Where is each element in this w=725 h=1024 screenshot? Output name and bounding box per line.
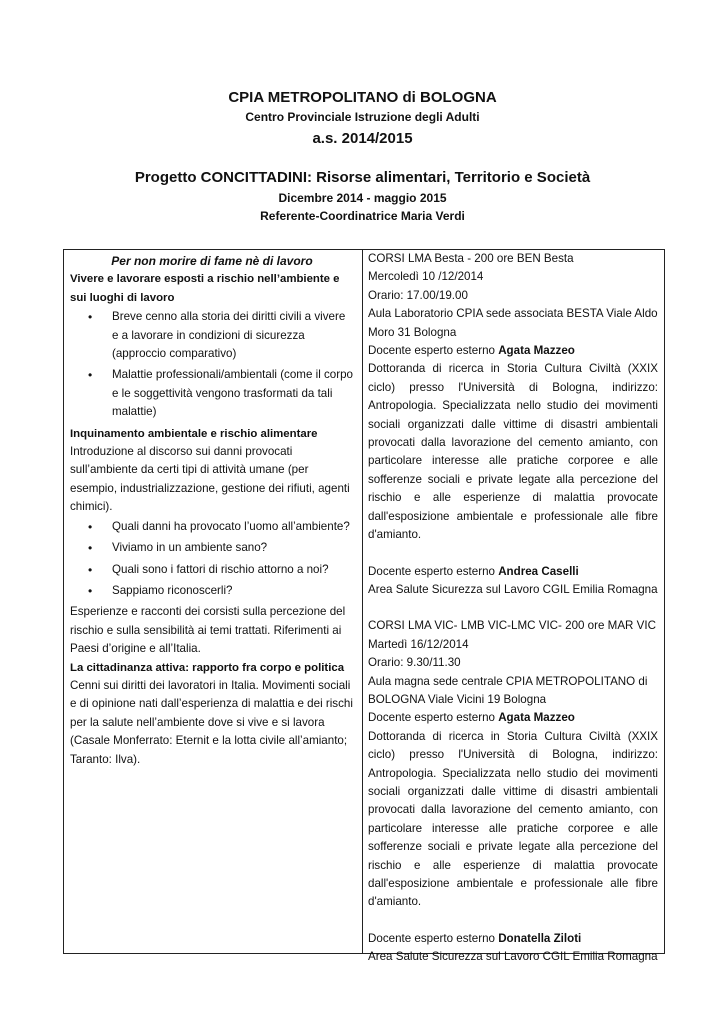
list-item: • Sappiamo riconoscerli? xyxy=(70,582,354,600)
section3-heading: La cittadinanza attiva: rapporto fra corpo e politica xyxy=(70,661,345,674)
topics-title: Per non morire di fame nè di lavoro xyxy=(111,254,313,268)
project-period: Dicembre 2014 - maggio 2015 xyxy=(278,191,447,205)
section1-heading: Vivere e lavorare esposti a rischio nell’ambiente e sui luoghi di lavoro xyxy=(70,273,340,304)
session-time: Orario: 17.00/19.00 xyxy=(368,288,468,302)
session-time: Orario: 9.30/11.30 xyxy=(368,656,461,670)
teacher-role: Area Salute Sicurezza sul Lavoro CGIL Emilia Romagna xyxy=(368,950,658,964)
session-courses: CORSI LMA VIC- LMB VIC-LMC VIC- 200 ore MAR VIC xyxy=(368,619,656,633)
list-item: • Breve cenno alla storia dei diritti civili a vivere e a lavorare in condizioni di sicurezza (approccio comparativo) xyxy=(70,308,354,363)
teacher-label: Docente esperto esterno xyxy=(368,344,499,358)
document-header xyxy=(0,88,725,222)
session-teacher xyxy=(368,342,658,360)
section2-heading: Inquinamento ambientale e rischio alimentare xyxy=(70,427,318,440)
teacher-name: Donatella Ziloti xyxy=(498,931,582,945)
list-item: • Malattie professionali/ambientali (come il corpo e le soggettività vengono trasformati da tali malattie) xyxy=(70,366,354,421)
list-item: • Viviamo in un ambiente sano? xyxy=(70,539,354,557)
org-subtitle: Centro Provinciale Istruzione degli Adulti xyxy=(245,110,480,124)
session-block-1 xyxy=(368,250,658,599)
spacer xyxy=(368,545,658,563)
teacher-bio: Dottoranda di ricerca in Storia Cultura Civiltà (XXIX ciclo) presso l'Università di Bologna, indirizzo: Antropologia. Specializzata nello studio dei movimenti sociali organizzati dalle vittime di disastri ambientali provocati dalla lavorazione del cemento amianto, con particolare interesse alle pratiche corporee e alle sofferenze sociali e private legate alla percezione del rischio e alle esperienze di malattia provocate dall'esposizione ambientale e professionale alle fibre d'amianto. xyxy=(368,729,658,909)
program-table xyxy=(63,249,665,964)
teacher-label: Docente esperto esterno xyxy=(368,564,499,578)
spacer xyxy=(368,599,658,617)
teacher-name: Andrea Caselli xyxy=(498,564,579,578)
teacher-name: Agata Mazzeo xyxy=(498,711,575,725)
org-title: CPIA METROPOLITANO di BOLOGNA xyxy=(228,89,497,106)
sessions-column xyxy=(368,250,658,967)
session-place: Aula Laboratorio CPIA sede associata BESTA Viale Aldo Moro 31 Bologna xyxy=(368,307,658,339)
list-item: • Quali danni ha provocato l’uomo all’ambiente? xyxy=(70,518,354,536)
session-teacher-2 xyxy=(368,563,658,581)
teacher-role: Area Salute Sicurezza sul Lavoro CGIL Emilia Romagna xyxy=(368,582,658,596)
section3-text: Cenni sui diritti dei lavoratori in Italia. Movimenti sociali e di opinione nati dall’esperienza di malattia e dei rischi per la salute nell’ambiente dove si vive e si lavora (Casale Monferrato: Eternit e la lotta civile all’amianto; Taranto: Ilva). xyxy=(70,678,353,766)
session-courses: CORSI LMA Besta - 200 ore BEN Besta xyxy=(368,252,574,265)
project-title: Progetto CONCITTADINI: Risorse alimentari, Territorio e Società xyxy=(134,169,591,186)
section2-list xyxy=(70,518,354,601)
section1-list xyxy=(70,308,354,421)
teacher-label: Docente esperto esterno xyxy=(368,711,499,725)
section2-footer: Esperienze e racconti dei corsisti sulla percezione del rischio e sulla sensibilità ai temi trattati. Riferimenti ai Paesi d’origine e all’Italia. xyxy=(70,605,346,656)
teacher-name: Agata Mazzeo xyxy=(498,344,575,358)
list-item: • Quali sono i fattori di rischio attorno a noi? xyxy=(70,561,354,579)
project-referent: Referente-Coordinatrice Maria Verdi xyxy=(260,209,465,223)
teacher-label: Docente esperto esterno xyxy=(368,931,499,945)
topics-column xyxy=(70,250,354,769)
school-year: a.s. 2014/2015 xyxy=(312,130,413,147)
teacher-bio: Dottoranda di ricerca in Storia Cultura Civiltà (XXIX ciclo) presso l'Università di Bologna, indirizzo: Antropologia. Specializzata nello studio dei movimenti sociali organizzati dalle vittime di disastri ambientali provocati dalla lavorazione del cemento amianto, con particolare interesse alle pratiche corporee e alle sofferenze sociali e private legate alla percezione del rischio e alle esperienze di malattia provocate dall'esposizione ambientale e professionale alle fibre d'amianto. xyxy=(368,362,658,542)
session-teacher xyxy=(368,709,658,727)
session-date: Mercoledì 10 /12/2014 xyxy=(368,270,484,284)
session-block-2 xyxy=(368,617,658,966)
spacer xyxy=(368,912,658,930)
column-divider xyxy=(362,250,363,953)
session-date: Martedì 16/12/2014 xyxy=(368,637,469,651)
section2-text: Introduzione al discorso sui danni provocati sull’ambiente da certi tipi di attività umane (per esempio, industrializzazione, gestione dei rifiuti, agenti chimici). xyxy=(70,445,350,514)
session-place: Aula magna sede centrale CPIA METROPOLITANO di BOLOGNA Viale Vicini 19 Bologna xyxy=(368,674,648,706)
session-teacher-2 xyxy=(368,930,658,948)
